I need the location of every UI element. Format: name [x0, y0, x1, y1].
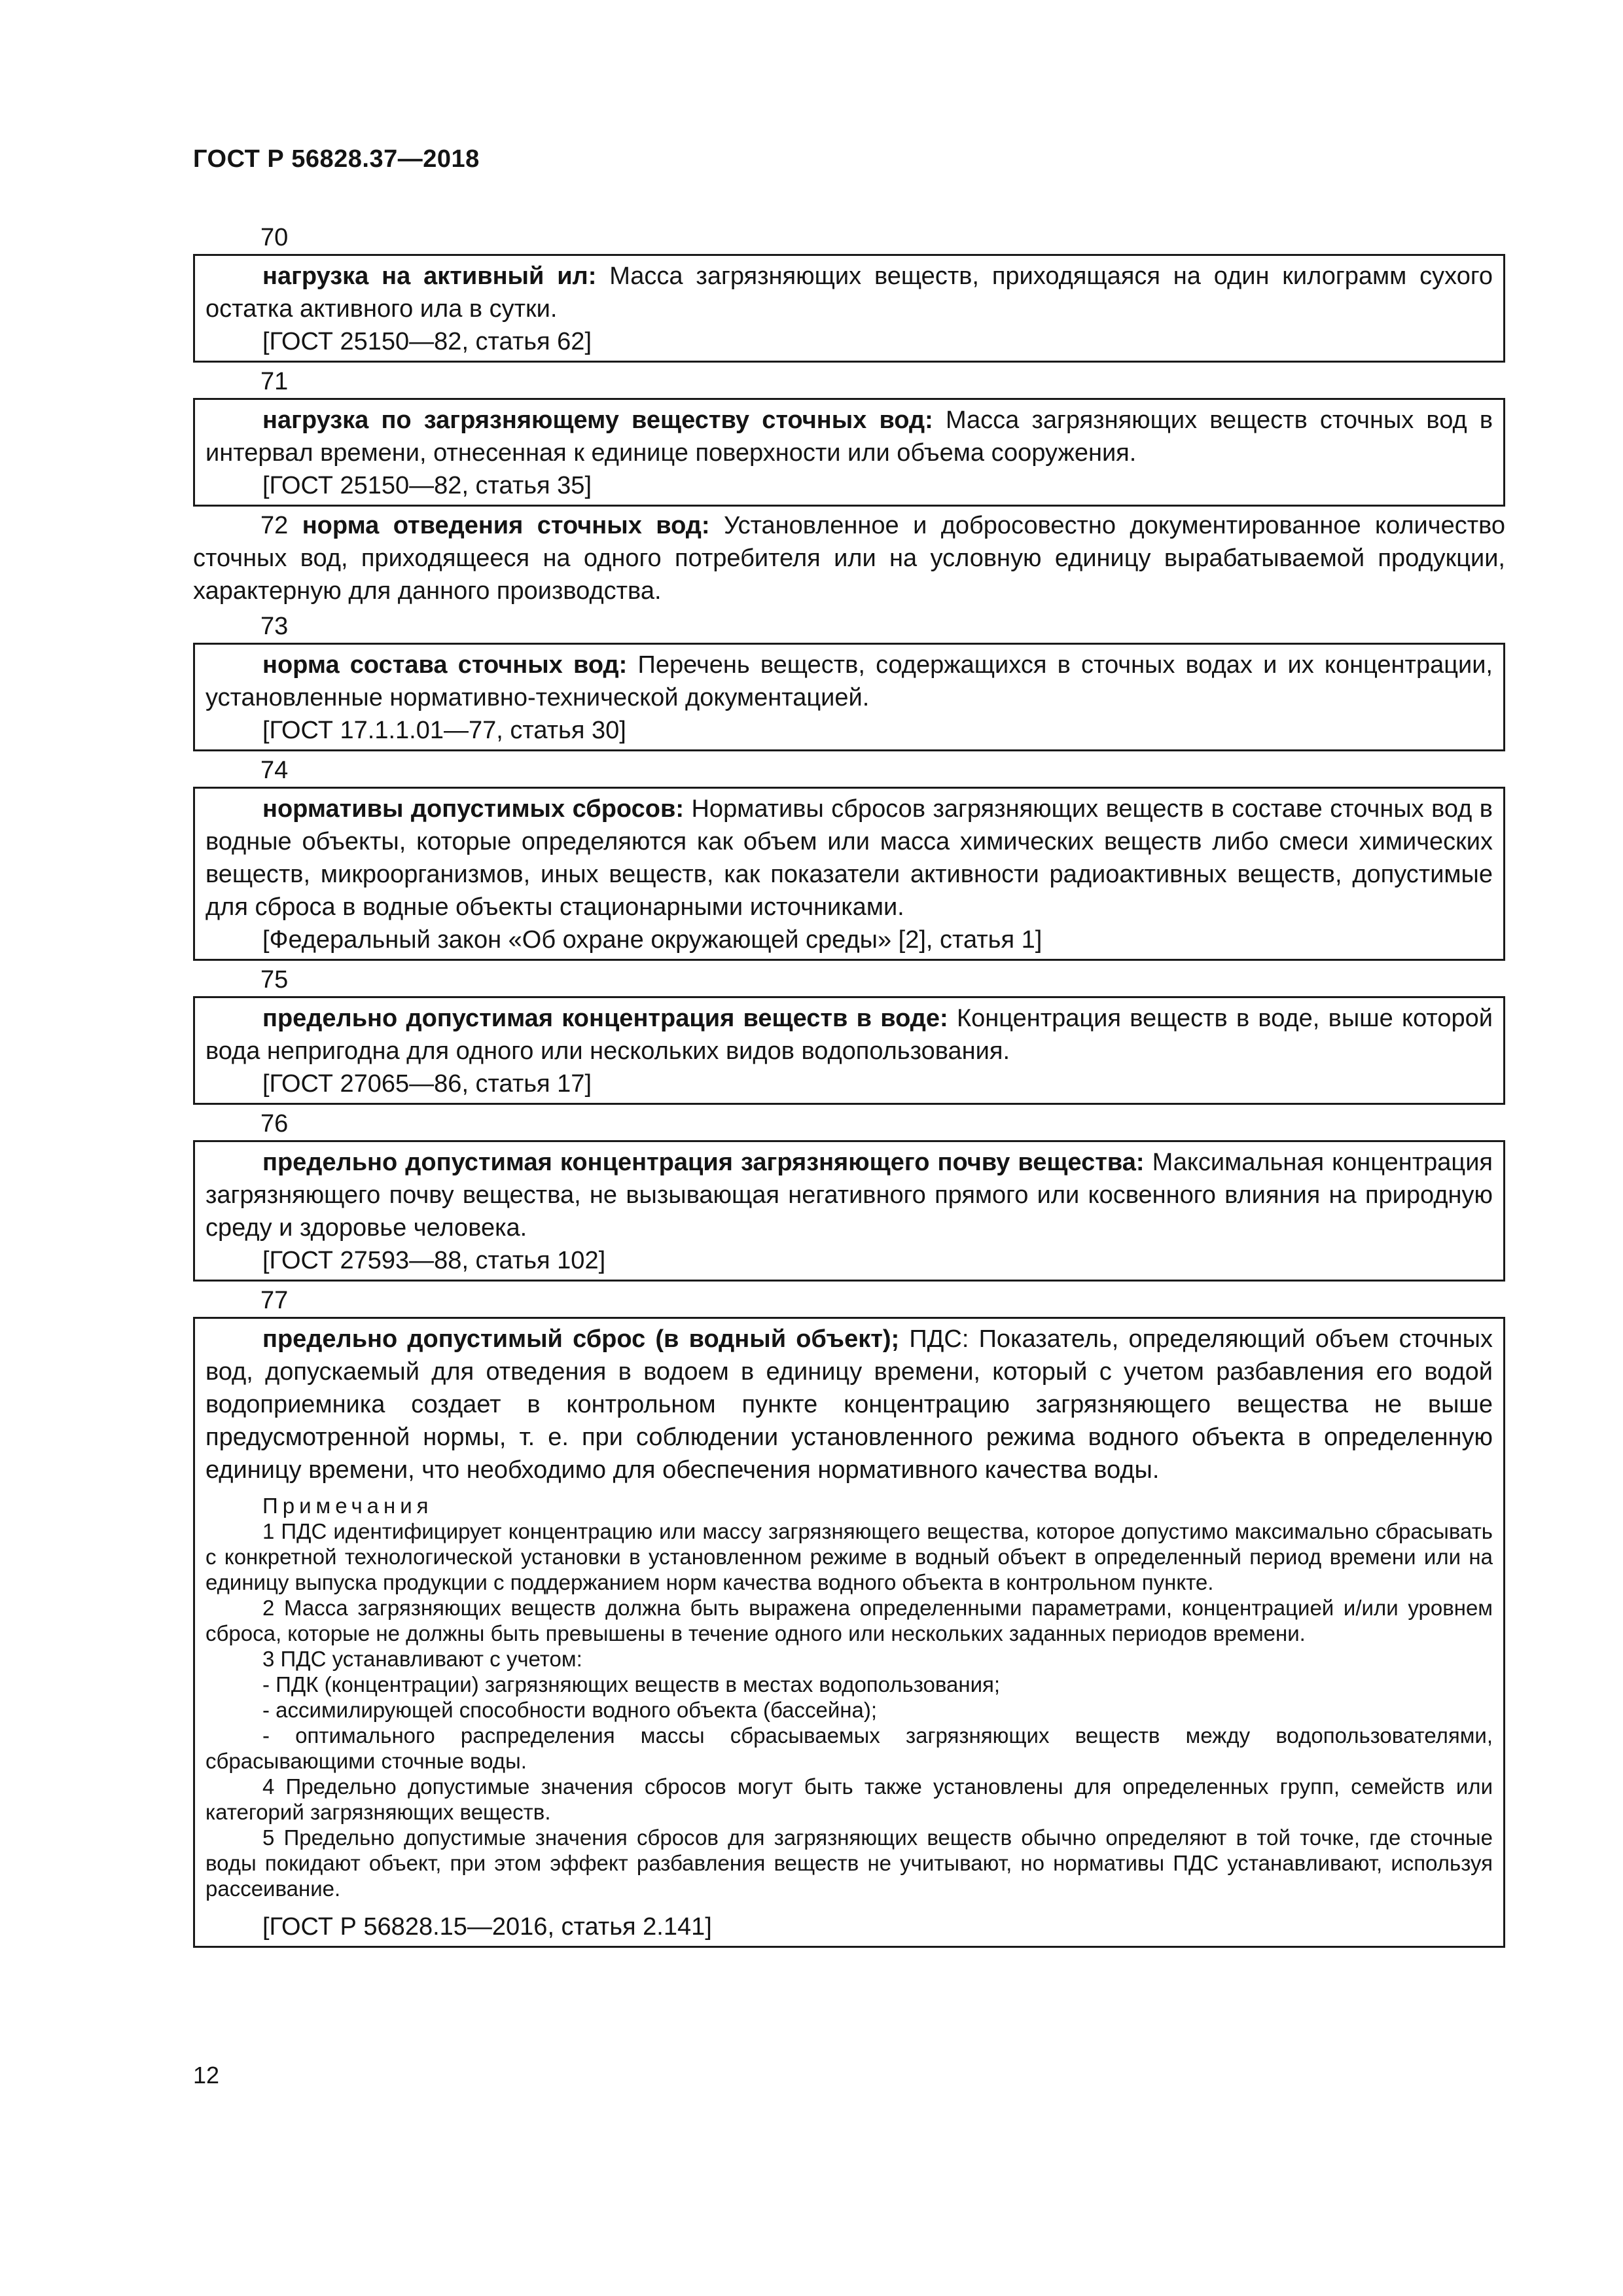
term-title: предельно допустимая концентрация загрязняющего почву вещества:	[262, 1149, 1145, 1176]
term-title: нормативы допустимых сбросов:	[262, 795, 685, 823]
term-text: Масса загрязняющих веществ, приходящаяся на один килограмм сухого остатка активного ила в сутки.	[205, 262, 1493, 323]
term-definition	[205, 404, 1493, 469]
term-title: предельно допустимая концентрация веществ в воде:	[262, 1005, 948, 1032]
term-number: 77	[260, 1287, 289, 1314]
term-definition	[205, 649, 1493, 714]
notes-block	[205, 1493, 1493, 1901]
term-title: нагрузка на активный ил:	[262, 262, 597, 290]
document-header: ГОСТ Р 56828.37—2018	[193, 145, 480, 173]
term-title: предельно допустимый сброс (в водный объект);	[262, 1325, 900, 1353]
term-entry-box	[193, 996, 1505, 1105]
terms-list	[193, 221, 1505, 1950]
term-number: 74	[260, 757, 289, 784]
term-entry-box	[193, 787, 1505, 961]
term-definition	[205, 793, 1493, 924]
term-entry-box	[193, 1317, 1505, 1948]
term-title: норма отведения сточных вод:	[302, 512, 710, 539]
term-entry-box	[193, 1140, 1505, 1282]
term-source: [ГОСТ 27065—86, статья 17]	[262, 1070, 592, 1098]
term-text: Максимальная концентрация загрязняющего почву вещества, не вызывающая негативного прямого или косвенного влияния на природную среду и здоровье человека.	[205, 1149, 1493, 1242]
term-source: [ГОСТ 17.1.1.01—77, статья 30]	[262, 717, 626, 744]
term-definition	[205, 1323, 1493, 1486]
note-item: - ПДК (концентрации) загрязняющих веществ в местах водопользования;	[262, 1672, 1001, 1696]
term-definition	[205, 1146, 1493, 1244]
note-item: 4 Предельно допустимые значения сбросов могут быть также установлены для определенных групп, семейств или категорий загрязняющих веществ.	[205, 1774, 1493, 1824]
term-number: 75	[260, 966, 289, 994]
note-item: - ассимилирующей способности водного объекта (бассейна);	[262, 1698, 878, 1722]
term-text: Масса загрязняющих веществ сточных вод в интервал времени, отнесенная к единице поверхности или объема сооружения.	[205, 406, 1493, 467]
term-definition	[193, 509, 1505, 607]
term-number: 72	[260, 512, 289, 539]
term-source: [ГОСТ 27593—88, статья 102]	[262, 1247, 606, 1274]
term-number: 76	[260, 1110, 289, 1138]
term-text: Концентрация веществ в воде, выше которой вода непригодна для одного или нескольких видов водопользования.	[205, 1005, 1493, 1065]
term-text: Перечень веществ, содержащихся в сточных водах и их концентрации, установленные нормативно-технической документацией.	[205, 651, 1493, 711]
term-title: нагрузка по загрязняющему веществу сточных вод:	[262, 406, 933, 434]
term-entry-plain	[193, 509, 1505, 607]
note-item: - оптимального распределения массы сбрасываемых загрязняющих веществ между водопользователями, сбрасывающими сточные воды.	[205, 1723, 1493, 1773]
term-number: 70	[260, 224, 289, 251]
term-text: Нормативы сбросов загрязняющих веществ в составе сточных вод в водные объекты, которые определяются как объем или масса химических веществ либо смеси химических веществ, микроорганизмов, иных веществ, как показатели активности радиоактивных веществ, допустимые для сброса в водные объекты стационарными источниками.	[205, 795, 1493, 921]
note-item: 1 ПДС идентифицирует концентрацию или массу загрязняющего вещества, которое допустимо максимально сбрасывать с конкретной технологической установки в установленном режиме в водный объект в определенный период времени или на единицу выпуска продукции с поддержанием норм качества водного объекта в контрольном пункте.	[205, 1519, 1493, 1594]
term-source: [Федеральный закон «Об охране окружающей среды» [2], статья 1]	[262, 926, 1043, 954]
note-item: 3 ПДС устанавливают с учетом:	[262, 1647, 582, 1671]
note-item: 5 Предельно допустимые значения сбросов для загрязняющих веществ обычно определяют в той точке, где сточные воды покидают объект, при этом эффект разбавления веществ не учитывают, но нормативы ПДС устанавливают, используя рассеивание.	[205, 1825, 1493, 1901]
term-definition	[205, 260, 1493, 325]
term-text: ПДС: Показатель, определяющий объем сточных вод, допускаемый для отведения в водоем в единицу времени, который с учетом разбавления его водой водоприемника создает в контрольном пункте концентрацию загрязняющего вещества не выше предусмотренной нормы, т. е. при соблюдении установленного режима водного объекта в определенную единицу времени, что необходимо для обеспечения нормативного качества воды.	[205, 1325, 1493, 1484]
note-item: 2 Масса загрязняющих веществ должна быть выражена определенными параметрами, концентрацией и/или уровнем сброса, которые не должны быть превышены в течение одного или нескольких заданных периодов времени.	[205, 1596, 1493, 1645]
term-entry-box	[193, 643, 1505, 751]
term-text: Установленное и добросовестно документированное количество сточных вод, приходящееся на одного потребителя или на условную единицу вырабатываемой продукции, характерную для данного производства.	[193, 512, 1505, 605]
notes-title: Примечания	[262, 1494, 433, 1518]
term-entry-box	[193, 398, 1505, 507]
term-source: [ГОСТ Р 56828.15—2016, статья 2.141]	[262, 1913, 712, 1941]
term-number: 71	[260, 368, 289, 395]
term-definition	[205, 1002, 1493, 1067]
term-number: 73	[260, 613, 289, 640]
term-source: [ГОСТ 25150—82, статья 62]	[262, 328, 592, 355]
page-number: 12	[193, 2062, 220, 2089]
term-title: норма состава сточных вод:	[262, 651, 628, 679]
term-source: [ГОСТ 25150—82, статья 35]	[262, 472, 592, 499]
term-entry-box	[193, 254, 1505, 363]
